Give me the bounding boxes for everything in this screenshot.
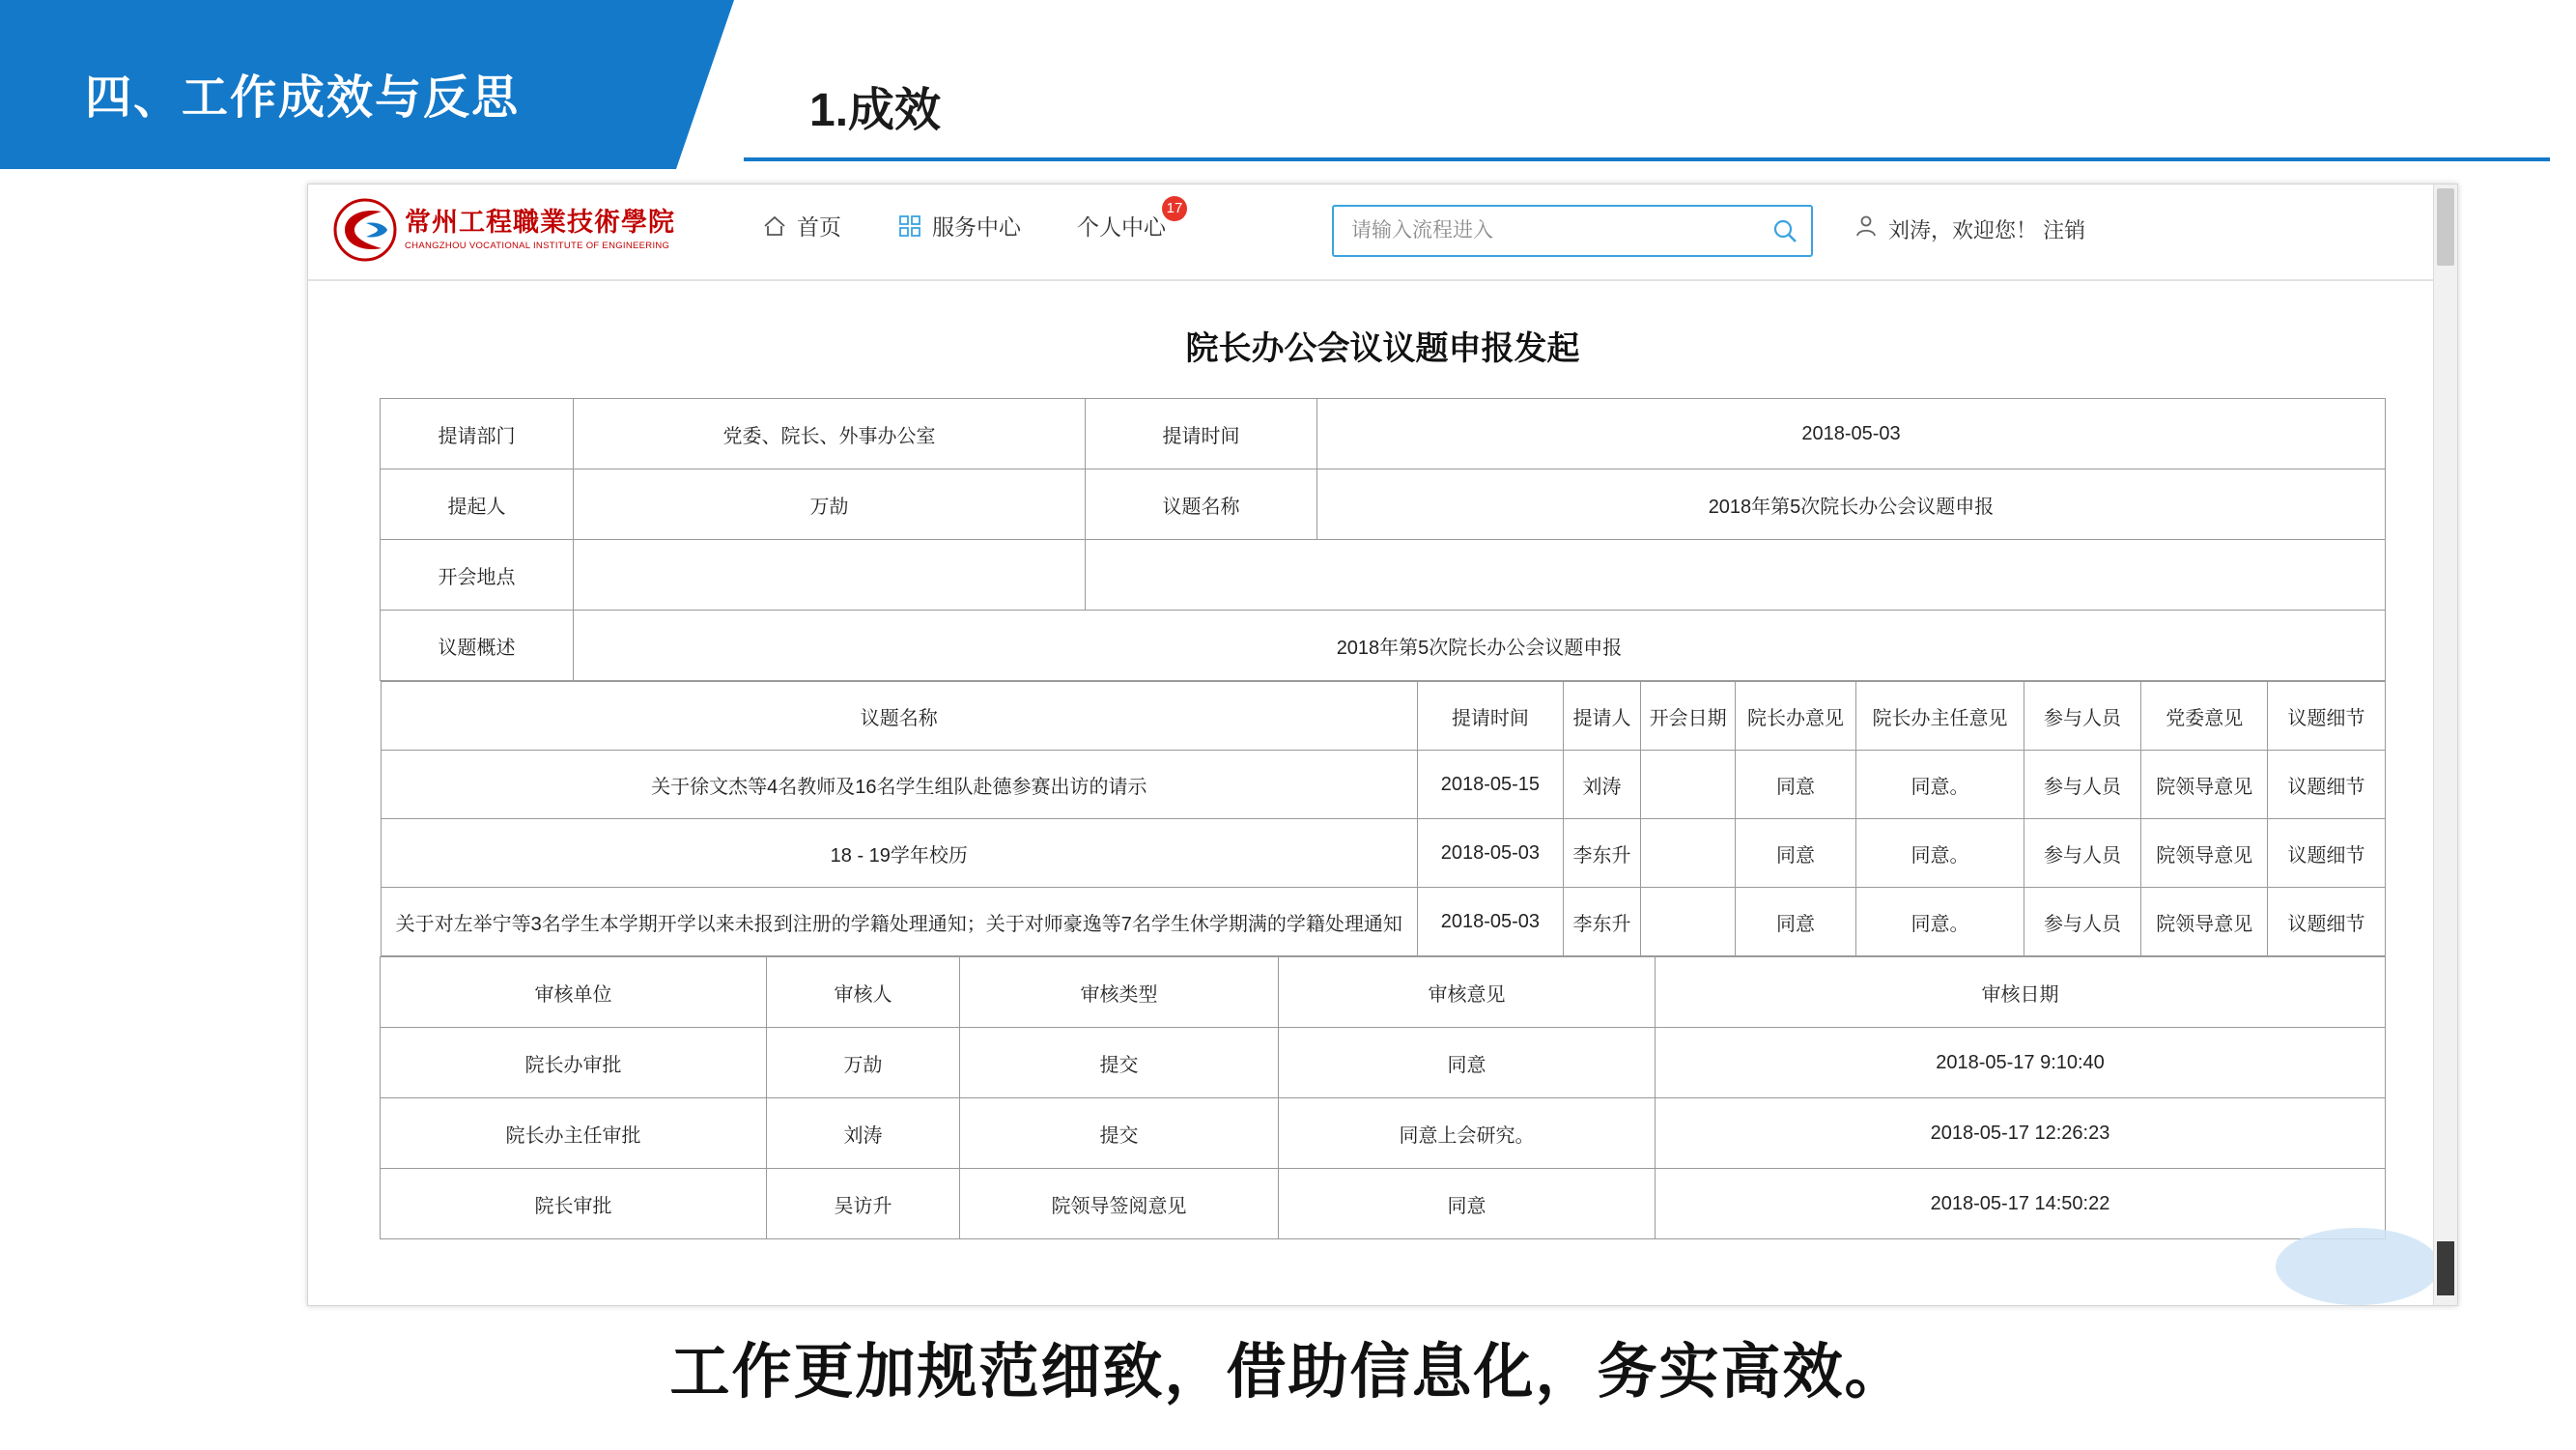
table-row — [381, 819, 2385, 888]
issue-office-opinion: 同意 — [1735, 888, 1855, 956]
issue-name: 18 - 19学年校历 — [381, 819, 1418, 888]
table-row — [381, 1028, 2386, 1098]
scrollbar-thumb[interactable] — [2437, 188, 2454, 266]
column-header: 审核单位 — [381, 957, 767, 1028]
field-label: 提起人 — [381, 469, 574, 540]
field-value: 2018年第5次院长办公会议题申报 — [574, 611, 2386, 681]
audit-type: 提交 — [960, 1098, 1279, 1169]
table-row — [381, 751, 2385, 819]
column-header: 审核日期 — [1656, 957, 2386, 1028]
nav-item-label: 服务中心 — [932, 214, 1021, 240]
audit-unit: 院长审批 — [381, 1169, 767, 1239]
table-row — [381, 540, 2386, 611]
field-value-empty — [1086, 540, 2386, 611]
audit-person: 万劼 — [767, 1028, 960, 1098]
logo-name-cn: 常州工程職業技術學院 — [405, 208, 675, 239]
audit-type: 院领导签阅意见 — [960, 1169, 1279, 1239]
column-header: 院长办意见 — [1735, 682, 1855, 751]
table-header-row — [381, 682, 2385, 751]
app-screenshot — [307, 184, 2458, 1306]
audit-date: 2018-05-17 12:26:23 — [1656, 1098, 2386, 1169]
issue-person: 李东升 — [1563, 819, 1641, 888]
issue-director-opinion: 同意。 — [1856, 819, 2024, 888]
page-title: 院长办公会议议题申报发起 — [1185, 330, 1580, 367]
issue-director-opinion: 同意。 — [1856, 888, 2024, 956]
table-row — [381, 888, 2385, 956]
issue-person: 刘涛 — [1563, 751, 1641, 819]
user-icon — [1854, 213, 1879, 244]
home-icon — [762, 213, 787, 239]
issue-detail-link[interactable]: 议题细节 — [2268, 819, 2385, 888]
process-search-box[interactable] — [1332, 205, 1813, 257]
nav-item-service-center[interactable] — [897, 210, 1021, 242]
field-value: 2018-05-03 — [1317, 399, 2386, 469]
slide-caption: 工作更加规范细致，借助信息化，务实高效。 — [669, 1339, 1907, 1406]
field-value — [574, 540, 1086, 611]
field-label: 开会地点 — [381, 540, 574, 611]
nav-item-personal-center[interactable] — [1077, 200, 1183, 242]
user-area[interactable] — [1854, 213, 2085, 244]
participants-link[interactable]: 参与人员 — [2024, 888, 2141, 956]
party-opinion-link[interactable]: 院领导意见 — [2140, 819, 2268, 888]
audit-person: 吴访升 — [767, 1169, 960, 1239]
issue-time: 2018-05-03 — [1418, 888, 1564, 956]
user-greeting: 刘涛，欢迎您！ 注销 — [1888, 217, 2086, 242]
audit-type: 提交 — [960, 1028, 1279, 1098]
search-icon[interactable] — [1759, 207, 1811, 255]
issue-name: 关于对左举宁等3名学生本学期开学以来未报到注册的学籍处理通知；关于对师豪逸等7名学生休学期满的学籍处理通知 — [381, 888, 1418, 956]
party-opinion-link[interactable]: 院领导意见 — [2140, 888, 2268, 956]
audit-opinion: 同意 — [1279, 1028, 1656, 1098]
participants-link[interactable]: 参与人员 — [2024, 751, 2141, 819]
nav-item-home[interactable] — [762, 210, 841, 242]
logo-mark-icon — [333, 198, 397, 262]
logo-text — [405, 209, 675, 251]
audit-opinion: 同意 — [1279, 1169, 1656, 1239]
issue-office-opinion: 同意 — [1735, 819, 1855, 888]
audit-unit: 院长办审批 — [381, 1028, 767, 1098]
audit-opinion: 同意上会研究。 — [1279, 1098, 1656, 1169]
notification-badge: 17 — [1162, 196, 1187, 221]
audit-table — [380, 956, 2386, 1239]
vertical-scrollbar[interactable] — [2433, 185, 2457, 1305]
issue-person: 李东升 — [1563, 888, 1641, 956]
issue-name: 关于徐文杰等4名教师及16名学生组队赴德参赛出访的请示 — [381, 751, 1418, 819]
audit-unit: 院长办主任审批 — [381, 1098, 767, 1169]
banner-title: 四、工作成效与反思 — [85, 72, 521, 124]
issue-detail-link[interactable]: 议题细节 — [2268, 751, 2385, 819]
audit-person: 刘涛 — [767, 1098, 960, 1169]
header-info-table — [380, 398, 2386, 681]
header-divider — [744, 157, 2550, 161]
table-row — [381, 469, 2386, 540]
table-header-row — [381, 957, 2386, 1028]
section-title: 1.成效 — [809, 85, 942, 136]
issue-director-opinion: 同意。 — [1856, 751, 2024, 819]
party-opinion-link[interactable]: 院领导意见 — [2140, 751, 2268, 819]
slide-banner — [0, 0, 792, 169]
nav-item-label: 个人中心 — [1077, 214, 1166, 240]
column-header: 审核意见 — [1279, 957, 1656, 1028]
audit-date: 2018-05-17 14:50:22 — [1656, 1169, 2386, 1239]
field-label: 议题名称 — [1086, 469, 1317, 540]
issues-table — [381, 681, 2386, 956]
issue-detail-link[interactable]: 议题细节 — [2268, 888, 2385, 956]
column-header: 审核人 — [767, 957, 960, 1028]
issue-meeting-date — [1641, 888, 1736, 956]
logo-name-en: CHANGZHOU VOCATIONAL INSTITUTE OF ENGINEERING — [405, 240, 670, 251]
grid-icon — [897, 213, 922, 239]
issue-time: 2018-05-15 — [1418, 751, 1564, 819]
site-logo — [333, 198, 675, 262]
column-header: 参与人员 — [2024, 682, 2141, 751]
search-input[interactable] — [1334, 218, 1759, 243]
issue-office-opinion: 同意 — [1735, 751, 1855, 819]
table-row — [381, 1169, 2386, 1239]
table-row — [381, 611, 2386, 681]
participants-link[interactable]: 参与人员 — [2024, 819, 2141, 888]
table-row — [381, 1098, 2386, 1169]
column-header: 审核类型 — [960, 957, 1279, 1028]
field-label: 提请时间 — [1086, 399, 1317, 469]
table-row — [381, 399, 2386, 469]
field-label: 议题概述 — [381, 611, 574, 681]
nav-menu — [762, 200, 1183, 242]
column-header: 议题名称 — [381, 682, 1418, 751]
field-value: 2018年第5次院长办公会议题申报 — [1317, 469, 2386, 540]
column-header: 提请人 — [1563, 682, 1641, 751]
column-header: 开会日期 — [1641, 682, 1736, 751]
issue-meeting-date — [1641, 819, 1736, 888]
column-header: 提请时间 — [1418, 682, 1564, 751]
field-value: 党委、院长、外事办公室 — [574, 399, 1086, 469]
audit-date: 2018-05-17 9:10:40 — [1656, 1028, 2386, 1098]
scrollbar-bottom-marker[interactable] — [2437, 1241, 2454, 1295]
field-value: 万劼 — [574, 469, 1086, 540]
field-label: 提请部门 — [381, 399, 574, 469]
issue-meeting-date — [1641, 751, 1736, 819]
column-header: 议题细节 — [2268, 682, 2385, 751]
column-header: 院长办主任意见 — [1856, 682, 2024, 751]
decorative-swoosh — [2276, 1228, 2440, 1305]
issue-time: 2018-05-03 — [1418, 819, 1564, 888]
column-header: 党委意见 — [2140, 682, 2268, 751]
app-navbar — [308, 185, 2457, 281]
nav-item-label: 首页 — [797, 214, 841, 240]
